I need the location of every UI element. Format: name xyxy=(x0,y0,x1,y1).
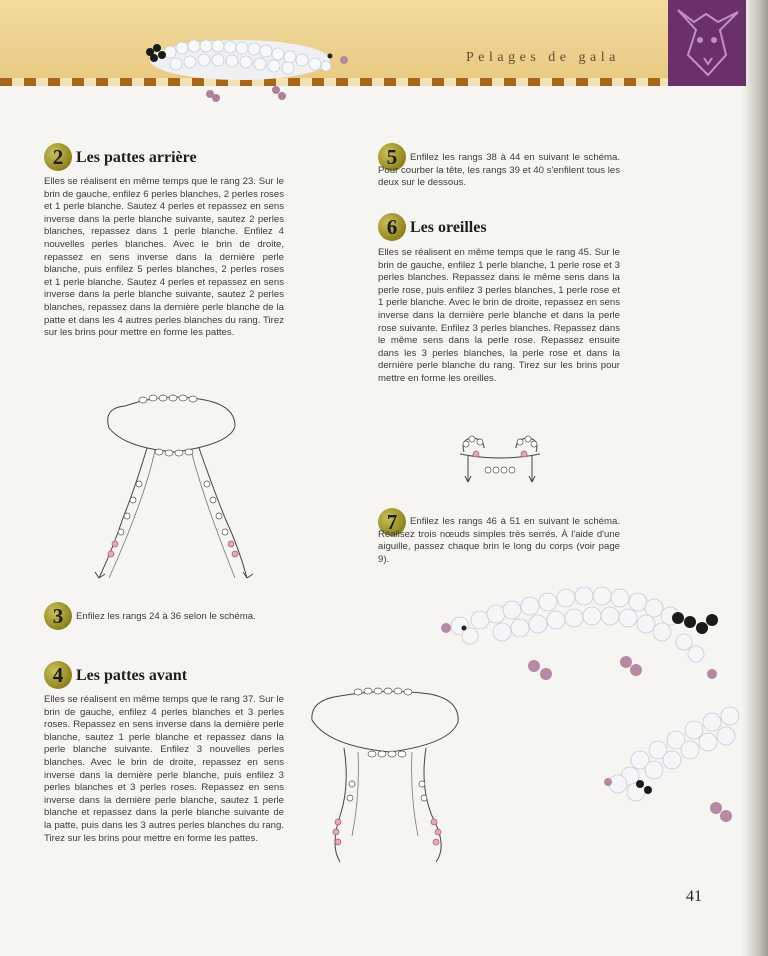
step-3-badge: 3 xyxy=(44,602,72,630)
back-legs-diagram xyxy=(95,388,255,588)
ears-diagram xyxy=(450,432,550,492)
step-4-title: Les pattes avant xyxy=(76,667,188,684)
step-7-badge: 7 xyxy=(378,508,406,536)
step-2-badge: 2 xyxy=(44,143,72,171)
step-6-body: Elles se réalisent en même temps que le rang 45. Sur le brin de gauche, enfilez 1 perle blanche, 1 perle rose et 3 perles blanches. Repassez dans le même sens dans la perle rose, puis enfilez 3 perles blanches, 1 perle rose et 1 perle blanche. Avec le brin de droite, repassez en sens inverse dans la dernière perle blanche et dans la perle rose suivante. Enfilez 3 perles blanches. Repassez dans le même sens dans la perle rose. Repassez ensuite dans les 3 perles blanches, la perle rose et dans la dernière perle blanche du rang. Tirez sur les brins pour mettre en forme les oreilles. xyxy=(378,247,620,384)
beaded-ferret-photo-top xyxy=(130,22,360,112)
page-number: 41 xyxy=(686,888,702,905)
step-3-body: Enfilez les rangs 24 à 36 selon le schéma. xyxy=(76,611,256,622)
step-6-title: Les oreilles xyxy=(410,219,487,236)
step-6-badge: 6 xyxy=(378,213,406,241)
step-4-badge: 4 xyxy=(44,661,72,689)
step-5-badge: 5 xyxy=(378,143,406,171)
step-2-body: Elles se réalisent en même temps que le rang 23. Sur le brin de gauche, enfilez 6 perles blanches, 2 perles roses et 1 perle blanche. Sautez 4 perles et repassez en sens inverse dans la perle blanche suivante, sautez 2 perles blanches, repassez dans 1 perle blanche. Enfilez 4 nouvelles perles blanches. Avec le brin de droite, repassez en sens inverse dans la dernière perle blanche, puis enfilez 5 perles blanches, 2 perles roses et 1 perle blanche. Sautez 4 perles et repassez en sens inverse dans la perle blanche suivante, sautez 2 perles blanches, repassez dans la dernière perle blanche de la patte et dans les 4 autres perles blanches du rang. Tirez sur les brins pour mettre en forme les pattes. xyxy=(44,176,284,339)
step-7-body: Enfilez les rangs 46 à 51 en suivant le schéma. Réalisez trois nœuds simples très serrés. À l'aide d'une aiguille, passez chaque brin le long du corps (voir page 9). xyxy=(378,516,620,565)
beaded-ferret-photo-right xyxy=(440,570,740,840)
step-5-body: Enfilez les rangs 38 à 44 en suivant le schéma. Pour courber la tête, les rangs 39 et 40 s'enfilent tous les deux sur le dessous. xyxy=(378,152,620,189)
page-binding-shadow xyxy=(742,0,768,956)
header-title: Pelages de gala xyxy=(466,50,620,65)
step-4-body: Elles se réalisent en même temps que le rang 37. Sur le brin de gauche, enfilez 4 perles blanches et 3 perles roses. Repassez en sens inverse dans la dernière perle blanche, sautez 1 perle blanche et repassez dans la perle blanche suivante. Enfilez 3 nouvelles perles blanches. Avec le brin de droite, repassez en sens inverse dans la dernière perle blanche, puis enfilez 3 perles blanches et 3 perles roses. Repassez en sens inverse dans la dernière perle blanche, sautez 1 perle blanche et repassez dans la perle blanche suivante de la patte, puis dans les 3 autres perles blanches du rang. Tirez sur les brins pour mettre en forme les pattes. xyxy=(44,694,284,844)
step-2-title: Les pattes arrière xyxy=(76,149,197,166)
corner-animal-image xyxy=(668,0,746,86)
